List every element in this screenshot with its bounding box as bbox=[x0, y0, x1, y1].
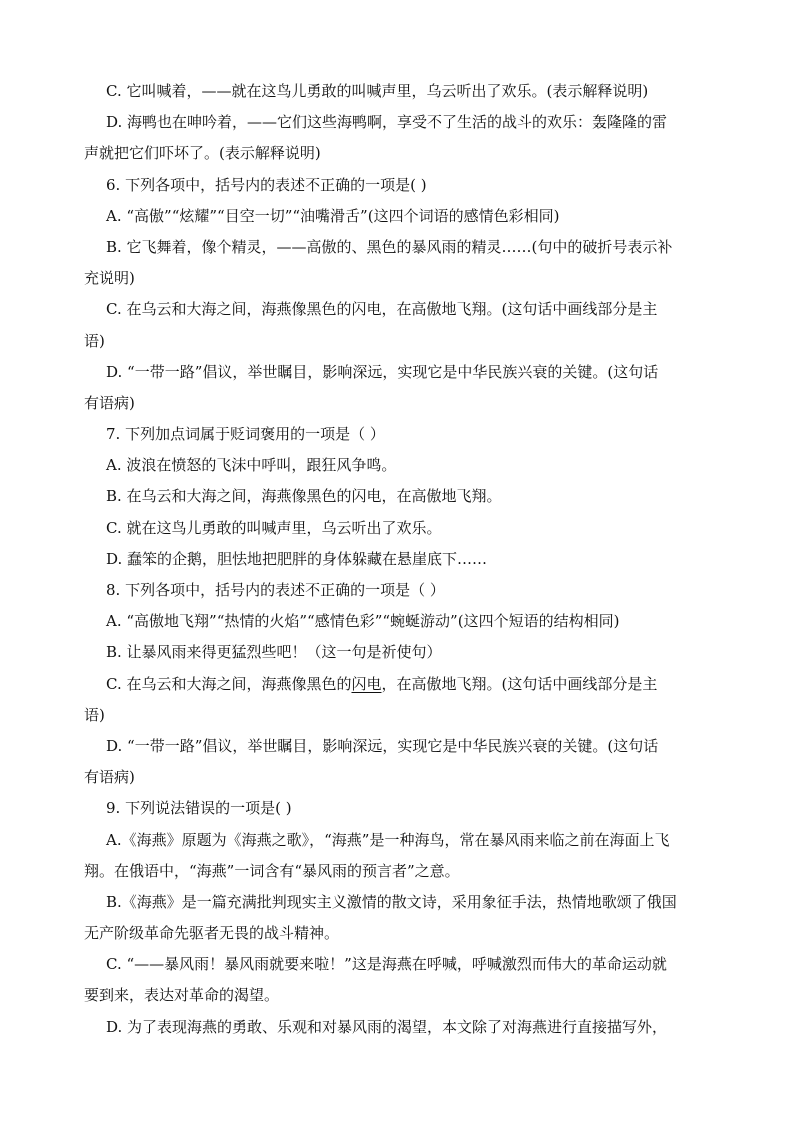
q5-option-c: C. 它叫喊着，——就在这鸟儿勇敢的叫喊声里，乌云听出了欢乐。(表示解释说明) bbox=[106, 82, 649, 100]
q8-option-d-line1: D. “一带一路”倡议，举世瞩目，影响深远，实现它是中华民族兴衰的关键。(这句话 bbox=[106, 736, 659, 755]
q9-option-d-line1: D. 为了表现海燕的勇敢、乐观和对暴风雨的渴望，本文除了对海燕进行直接描写外， bbox=[106, 1017, 668, 1036]
q8-stem: 8. 下列各项中，括号内的表述不正确的一项是（ ） bbox=[106, 581, 445, 599]
q6-option-b-line1: B. 它飞舞着，像个精灵，——高傲的、黑色的暴风雨的精灵……(句中的破折号表示补 bbox=[106, 237, 673, 256]
q6-option-b-line2: 充说明) bbox=[84, 269, 135, 288]
q6-option-d-line1: D. “一带一路”倡议，举世瞩目，影响深远，实现它是中华民族兴衰的关键。(这句话 bbox=[106, 362, 659, 381]
q8-option-c-line2: 语) bbox=[84, 705, 105, 724]
q9-stem: 9. 下列说法错误的一项是( ) bbox=[106, 799, 292, 818]
q8-option-b: B. 让暴风雨来得更猛烈些吧！（这一句是祈使句） bbox=[106, 643, 442, 662]
q7-stem: 7. 下列加点词属于贬词褒用的一项是（ ） bbox=[106, 425, 385, 444]
question-text-block bbox=[84, 76, 710, 1043]
q5-option-d-line1: D. 海鸭也在呻吟着，——它们这些海鸭啊，享受不了生活的战斗的欢乐：轰隆隆的雷 bbox=[106, 113, 668, 132]
q9-option-a-line1: A.《海燕》原题为《海燕之歌》，“海燕”是一种海鸟，常在暴风雨来临之前在海面上飞 bbox=[106, 830, 670, 849]
q8-option-a: A. “高傲地飞翔”“热情的火焰”“感情色彩”“蜿蜒游动”(这四个短语的结构相同) bbox=[106, 612, 620, 631]
q6-option-c-line1: C. 在乌云和大海之间，海燕像黑色的闪电，在高傲地飞翔。(这句话中画线部分是主 bbox=[106, 300, 658, 319]
q7-option-b: B. 在乌云和大海之间，海燕像黑色的闪电，在高傲地飞翔。 bbox=[106, 487, 502, 506]
q9-option-b-line1: B.《海燕》是一篇充满批判现实主义激情的散文诗，采用象征手法，热情地歌颂了俄国 bbox=[106, 892, 677, 911]
q6-option-c-line2: 语) bbox=[84, 331, 105, 350]
q9-option-a-line2: 翔。在俄语中，“海燕”一词含有“暴风雨的预言者”之意。 bbox=[84, 861, 460, 880]
q8-option-c-text-after: ，在高傲地飞翔。(这句话中画线部分是主 bbox=[381, 674, 658, 693]
q6-stem: 6. 下列各项中，括号内的表述不正确的一项是( ) bbox=[106, 175, 427, 194]
q8-option-d-line2: 有语病) bbox=[84, 768, 135, 787]
q8-option-c-underlined-word: 闪电 bbox=[351, 674, 382, 693]
q9-option-b-line2: 无产阶级革命先驱者无畏的战斗精神。 bbox=[84, 924, 340, 943]
q6-option-a: A. “高傲”“炫耀”“目空一切”“油嘴滑舌”(这四个词语的感情色彩相同) bbox=[106, 206, 560, 225]
q6-option-d-line2: 有语病) bbox=[84, 393, 135, 412]
q7-option-a: A. 波浪在愤怒的飞沫中呼叫，跟狂风争鸣。 bbox=[106, 456, 397, 475]
q7-option-c: C. 就在这鸟儿勇敢的叫喊声里，乌云听出了欢乐。 bbox=[106, 518, 442, 537]
q9-option-c-line1: C. “——暴风雨！暴风雨就要来啦！”这是海燕在呼喊，呼喊激烈而伟大的革命运动就 bbox=[106, 955, 667, 974]
q9-option-c-line2: 要到来，表达对革命的渴望。 bbox=[84, 986, 280, 1005]
q7-option-d: D. 蠢笨的企鹅，胆怯地把肥胖的身体躲藏在悬崖底下…… bbox=[106, 549, 488, 568]
q8-option-c-line1 bbox=[84, 669, 710, 700]
q5-option-d-line2: 声就把它们吓坏了。(表示解释说明) bbox=[84, 144, 321, 163]
q8-option-c-text-before: C. 在乌云和大海之间，海燕像黑色的 bbox=[106, 674, 352, 693]
